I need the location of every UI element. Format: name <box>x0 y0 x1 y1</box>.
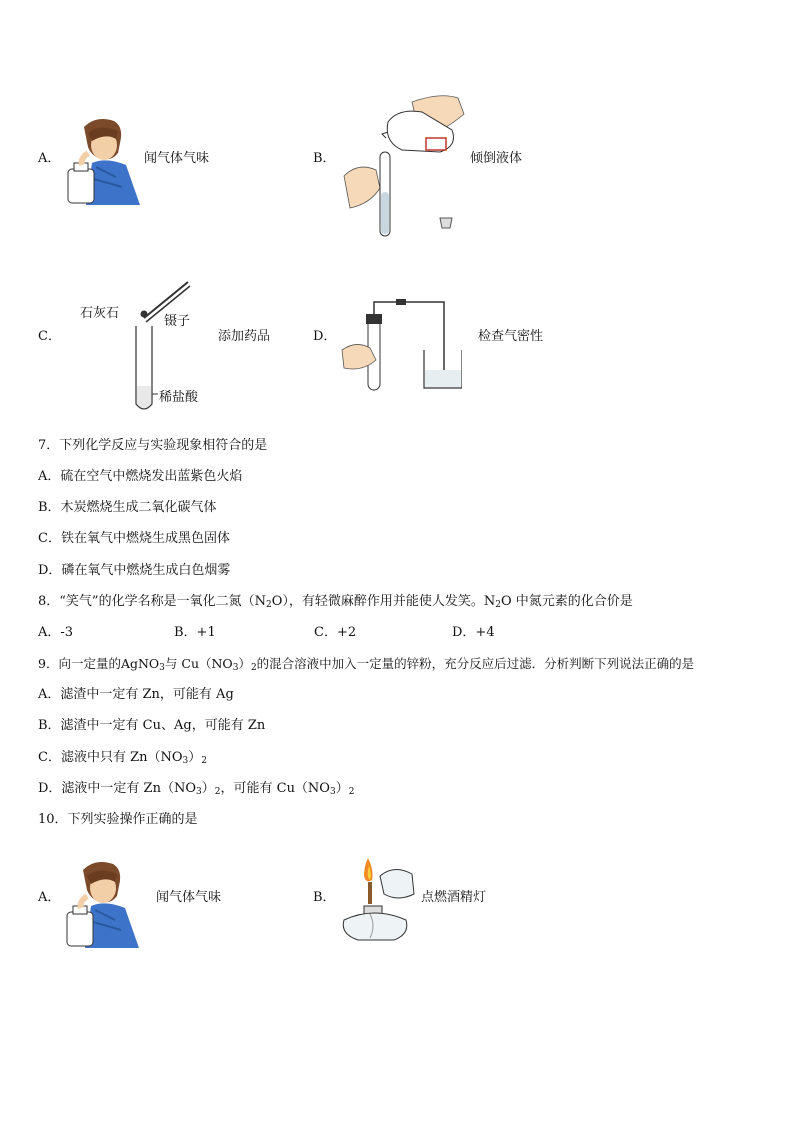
label-tweezers: 镊子 <box>164 314 191 329</box>
question-stem: 7．下列化学反应与实验现象相符合的是 <box>38 438 268 453</box>
option-c: C．+2 <box>314 625 357 640</box>
option-a: A．滤渣中一定有 Zn，可能有 Ag <box>38 687 234 702</box>
option-caption: 点燃酒精灯 <box>421 890 487 905</box>
airtightness-apparatus-icon <box>340 296 462 392</box>
option-d: D．+4 <box>452 625 495 640</box>
option-a: A．-3 <box>38 625 74 640</box>
child-smelling-icon <box>64 856 144 948</box>
option-letter: D． <box>313 329 337 344</box>
question-stem: 8．“笑气”的化学名称是一氧化二氮$(N_2O)$，有轻微麻醉作用并能使人发笑。$N_2O$ 中氮元素的化合价是 <box>38 594 633 610</box>
option-b: B．滤渣中一定有 Cu、Ag，可能有 Zn <box>38 718 266 733</box>
option-a: A．硫在空气中燃烧发出蓝紫色火焰 <box>38 469 243 484</box>
question-stem: 10．下列实验操作正确的是 <box>38 812 198 827</box>
option-letter: B． <box>313 151 336 166</box>
child-smelling-icon <box>66 113 144 205</box>
option-caption: 闻气体气味 <box>144 151 210 166</box>
option-caption: 添加药品 <box>218 329 271 344</box>
option-letter: B． <box>313 890 336 905</box>
option-b: B．木炭燃烧生成二氧化碳气体 <box>38 500 217 515</box>
option-d: D．磷在氧气中燃烧生成白色烟雾 <box>38 563 231 578</box>
option-letter: A． <box>38 890 61 905</box>
option-caption: 闻气体气味 <box>156 890 222 905</box>
option-c: C．铁在氧气中燃烧生成黑色固体 <box>38 531 230 546</box>
alcohol-lamp-icon <box>334 854 420 944</box>
option-d: D．滤液中一定有 $Zn(NO_3)_2$，可能有 $Cu(NO_3)_2$ <box>38 781 355 797</box>
option-letter: A． <box>38 151 61 166</box>
question-stem: 9．向一定量的AgNO$_3$与 $Cu(NO_3)_2$的混合溶液中加入一定量的锌粉，充分反应后过滤．分析判断下列说法正确的是 <box>38 656 695 673</box>
option-c: C．滤液中只有 $Zn(NO_3)_2$ <box>38 750 208 766</box>
label-stone: 石灰石 <box>80 306 120 321</box>
option-letter: C． <box>38 329 61 344</box>
option-b: B．+1 <box>174 625 216 640</box>
pouring-liquid-icon <box>340 92 470 238</box>
option-caption: 倾倒液体 <box>470 151 523 166</box>
option-caption: 检查气密性 <box>478 329 544 344</box>
label-acid: 稀盐酸 <box>159 390 199 405</box>
